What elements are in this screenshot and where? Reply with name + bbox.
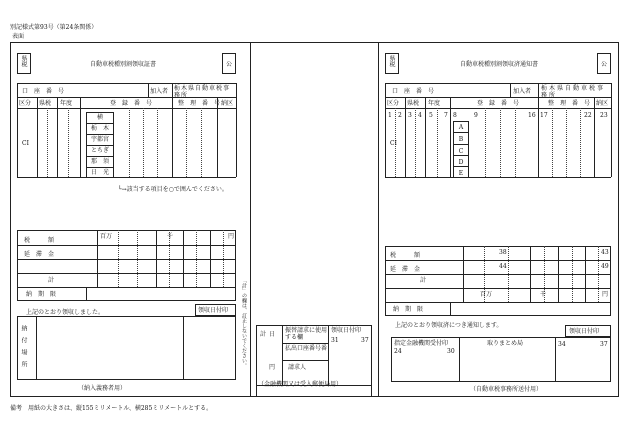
left-place: 納付場所 bbox=[20, 325, 27, 373]
left-received: 上記のとおり領収しました。 bbox=[26, 309, 105, 316]
left-plate-4: とちぎ bbox=[90, 147, 109, 154]
right-digit-3: 3 bbox=[408, 112, 412, 119]
right-ko: 公 bbox=[601, 61, 608, 68]
right-num-44: 44 bbox=[499, 263, 507, 270]
left-plate-6: 日 光 bbox=[90, 169, 109, 176]
right-notice: 上記のとおり領収済につき通知します。 bbox=[395, 322, 503, 329]
right-col-nendo: 年度 bbox=[428, 100, 441, 107]
left-unit-thousand: 千 bbox=[167, 233, 174, 240]
right-letter-e: E bbox=[458, 170, 464, 177]
middle-row-claimant: 請求人 bbox=[288, 364, 307, 371]
left-col-seiri: 整 理 番 号 bbox=[178, 100, 221, 107]
left-stamp-area bbox=[183, 316, 236, 380]
left-office: 栃木県自動車税事務所 bbox=[174, 85, 231, 99]
right-code: CI bbox=[390, 140, 397, 147]
right-office-note: （自動車税事務所送付用） bbox=[470, 386, 543, 393]
right-num-37: 37 bbox=[600, 341, 608, 348]
right-unit-thousand: 千 bbox=[540, 291, 547, 298]
right-col-toroku: 登 録 番 号 bbox=[477, 100, 520, 107]
right-digit-1: 1 bbox=[388, 112, 392, 119]
left-unit-million: 百万 bbox=[100, 233, 113, 240]
middle-yen: 円 bbox=[269, 364, 276, 371]
left-col-toroku: 登 録 番 号 bbox=[110, 100, 153, 107]
left-col-nouku: 納区 bbox=[221, 100, 234, 107]
left-col-nendo: 年度 bbox=[60, 100, 73, 107]
right-bank-label: 指定金融機関受付印 bbox=[394, 340, 449, 347]
left-unit-yen: 円 bbox=[228, 233, 235, 240]
right-row-tax: 税 額 bbox=[390, 252, 421, 259]
arrow-icon: └→ bbox=[118, 186, 127, 193]
left-col-kubun: 区分 bbox=[19, 100, 32, 107]
right-letter-a: A bbox=[458, 124, 464, 131]
left-row-tax: 税 額 bbox=[24, 237, 55, 244]
left-divider bbox=[250, 42, 251, 397]
right-num-43: 43 bbox=[601, 249, 609, 256]
left-plate-1: 横 bbox=[96, 114, 103, 121]
footer-note: 備考 用紙の大きさは、縦155ミリメートル、横285ミリメートルとする。 bbox=[10, 405, 213, 412]
right-title: 自動車税種別割領収済通知書 bbox=[460, 61, 539, 68]
middle-hi: 日 bbox=[269, 331, 276, 338]
right-row-deadline: 納 期 限 bbox=[393, 306, 424, 313]
middle-kei: 計 bbox=[260, 331, 267, 338]
left-title: 自動車税種別割領収証書 bbox=[90, 61, 157, 68]
right-num-34: 34 bbox=[558, 341, 566, 348]
form-number: 別記様式第93号（第24条関係） bbox=[10, 24, 98, 31]
left-plate-3: 宇都宮 bbox=[90, 136, 109, 143]
right-digit-4: 4 bbox=[418, 112, 422, 119]
left-receiver: （納入義務者用） bbox=[78, 385, 127, 392]
right-num-49: 49 bbox=[601, 263, 609, 270]
right-num-24: 24 bbox=[394, 348, 402, 355]
left-ko: 公 bbox=[226, 61, 233, 68]
right-digit-9: 9 bbox=[474, 112, 478, 119]
side-label: 表面 bbox=[12, 33, 25, 40]
right-letter-c: C bbox=[458, 148, 464, 155]
right-digit-5: 5 bbox=[429, 112, 433, 119]
middle-row-account: 払出口座番号番 bbox=[285, 345, 328, 352]
right-kenzei: 県税 bbox=[388, 55, 395, 67]
right-num-38: 38 bbox=[499, 249, 507, 256]
right-row-late: 延 滞 金 bbox=[390, 266, 421, 273]
right-digit-8: 8 bbox=[453, 112, 457, 119]
middle-num-37: 37 bbox=[361, 337, 369, 344]
left-col-kenzei: 県税 bbox=[39, 100, 52, 107]
right-digit-23: 23 bbox=[600, 112, 608, 119]
left-row-late: 延 滞 金 bbox=[24, 251, 55, 258]
right-digit-2: 2 bbox=[398, 112, 402, 119]
left-member: 加入者 bbox=[150, 88, 169, 95]
left-arrow-note: └→該当する項目を○で囲んでください。 bbox=[118, 186, 228, 193]
right-collect-label: 取りまとめ局 bbox=[487, 340, 524, 347]
left-stamp-header: 領収日付印 bbox=[198, 307, 229, 314]
right-row-total: 計 bbox=[420, 277, 427, 284]
right-account-label: 口 座 番 号 bbox=[392, 88, 435, 95]
right-col-kenzei: 県税 bbox=[407, 100, 420, 107]
right-letter-b: B bbox=[458, 136, 464, 143]
right-digit-17: 17 bbox=[540, 112, 548, 119]
right-stamp-header: 領収日付印 bbox=[569, 328, 600, 335]
left-vertical-note: 「計」の欄は、訂正しないでください。 bbox=[241, 278, 247, 368]
middle-num-31: 31 bbox=[331, 337, 339, 344]
right-col-kubun: 区分 bbox=[387, 100, 400, 107]
right-digit-7: 7 bbox=[444, 112, 448, 119]
middle-stamp-header: 領収日付印 bbox=[331, 327, 362, 334]
right-office: 栃木県自動車税事務所 bbox=[541, 85, 606, 99]
right-unit-million: 百万 bbox=[480, 291, 493, 298]
left-code: CI bbox=[22, 140, 29, 147]
left-row-deadline: 納 期 限 bbox=[26, 291, 57, 298]
right-col-seiri: 整 理 番 号 bbox=[548, 100, 591, 107]
right-digit-22: 22 bbox=[584, 112, 592, 119]
right-member: 加入者 bbox=[513, 88, 532, 95]
left-row-total: 計 bbox=[48, 277, 55, 284]
right-divider bbox=[378, 42, 379, 397]
right-num-30: 30 bbox=[447, 348, 455, 355]
middle-row-transfer: 振替請求に使用する欄 bbox=[285, 327, 328, 341]
middle-note: （金融機関又は受入郵便局用） bbox=[258, 381, 343, 388]
right-unit-yen: 円 bbox=[602, 291, 609, 298]
left-kenzei: 県税 bbox=[20, 55, 27, 67]
right-letter-d: D bbox=[458, 159, 464, 166]
right-digit-16: 16 bbox=[528, 112, 536, 119]
left-account-label: 口 座 番 号 bbox=[22, 88, 65, 95]
left-plate-2: 栃 木 bbox=[90, 125, 109, 132]
left-plate-5: 那 須 bbox=[90, 158, 109, 165]
right-col-nouku: 納区 bbox=[596, 100, 609, 107]
